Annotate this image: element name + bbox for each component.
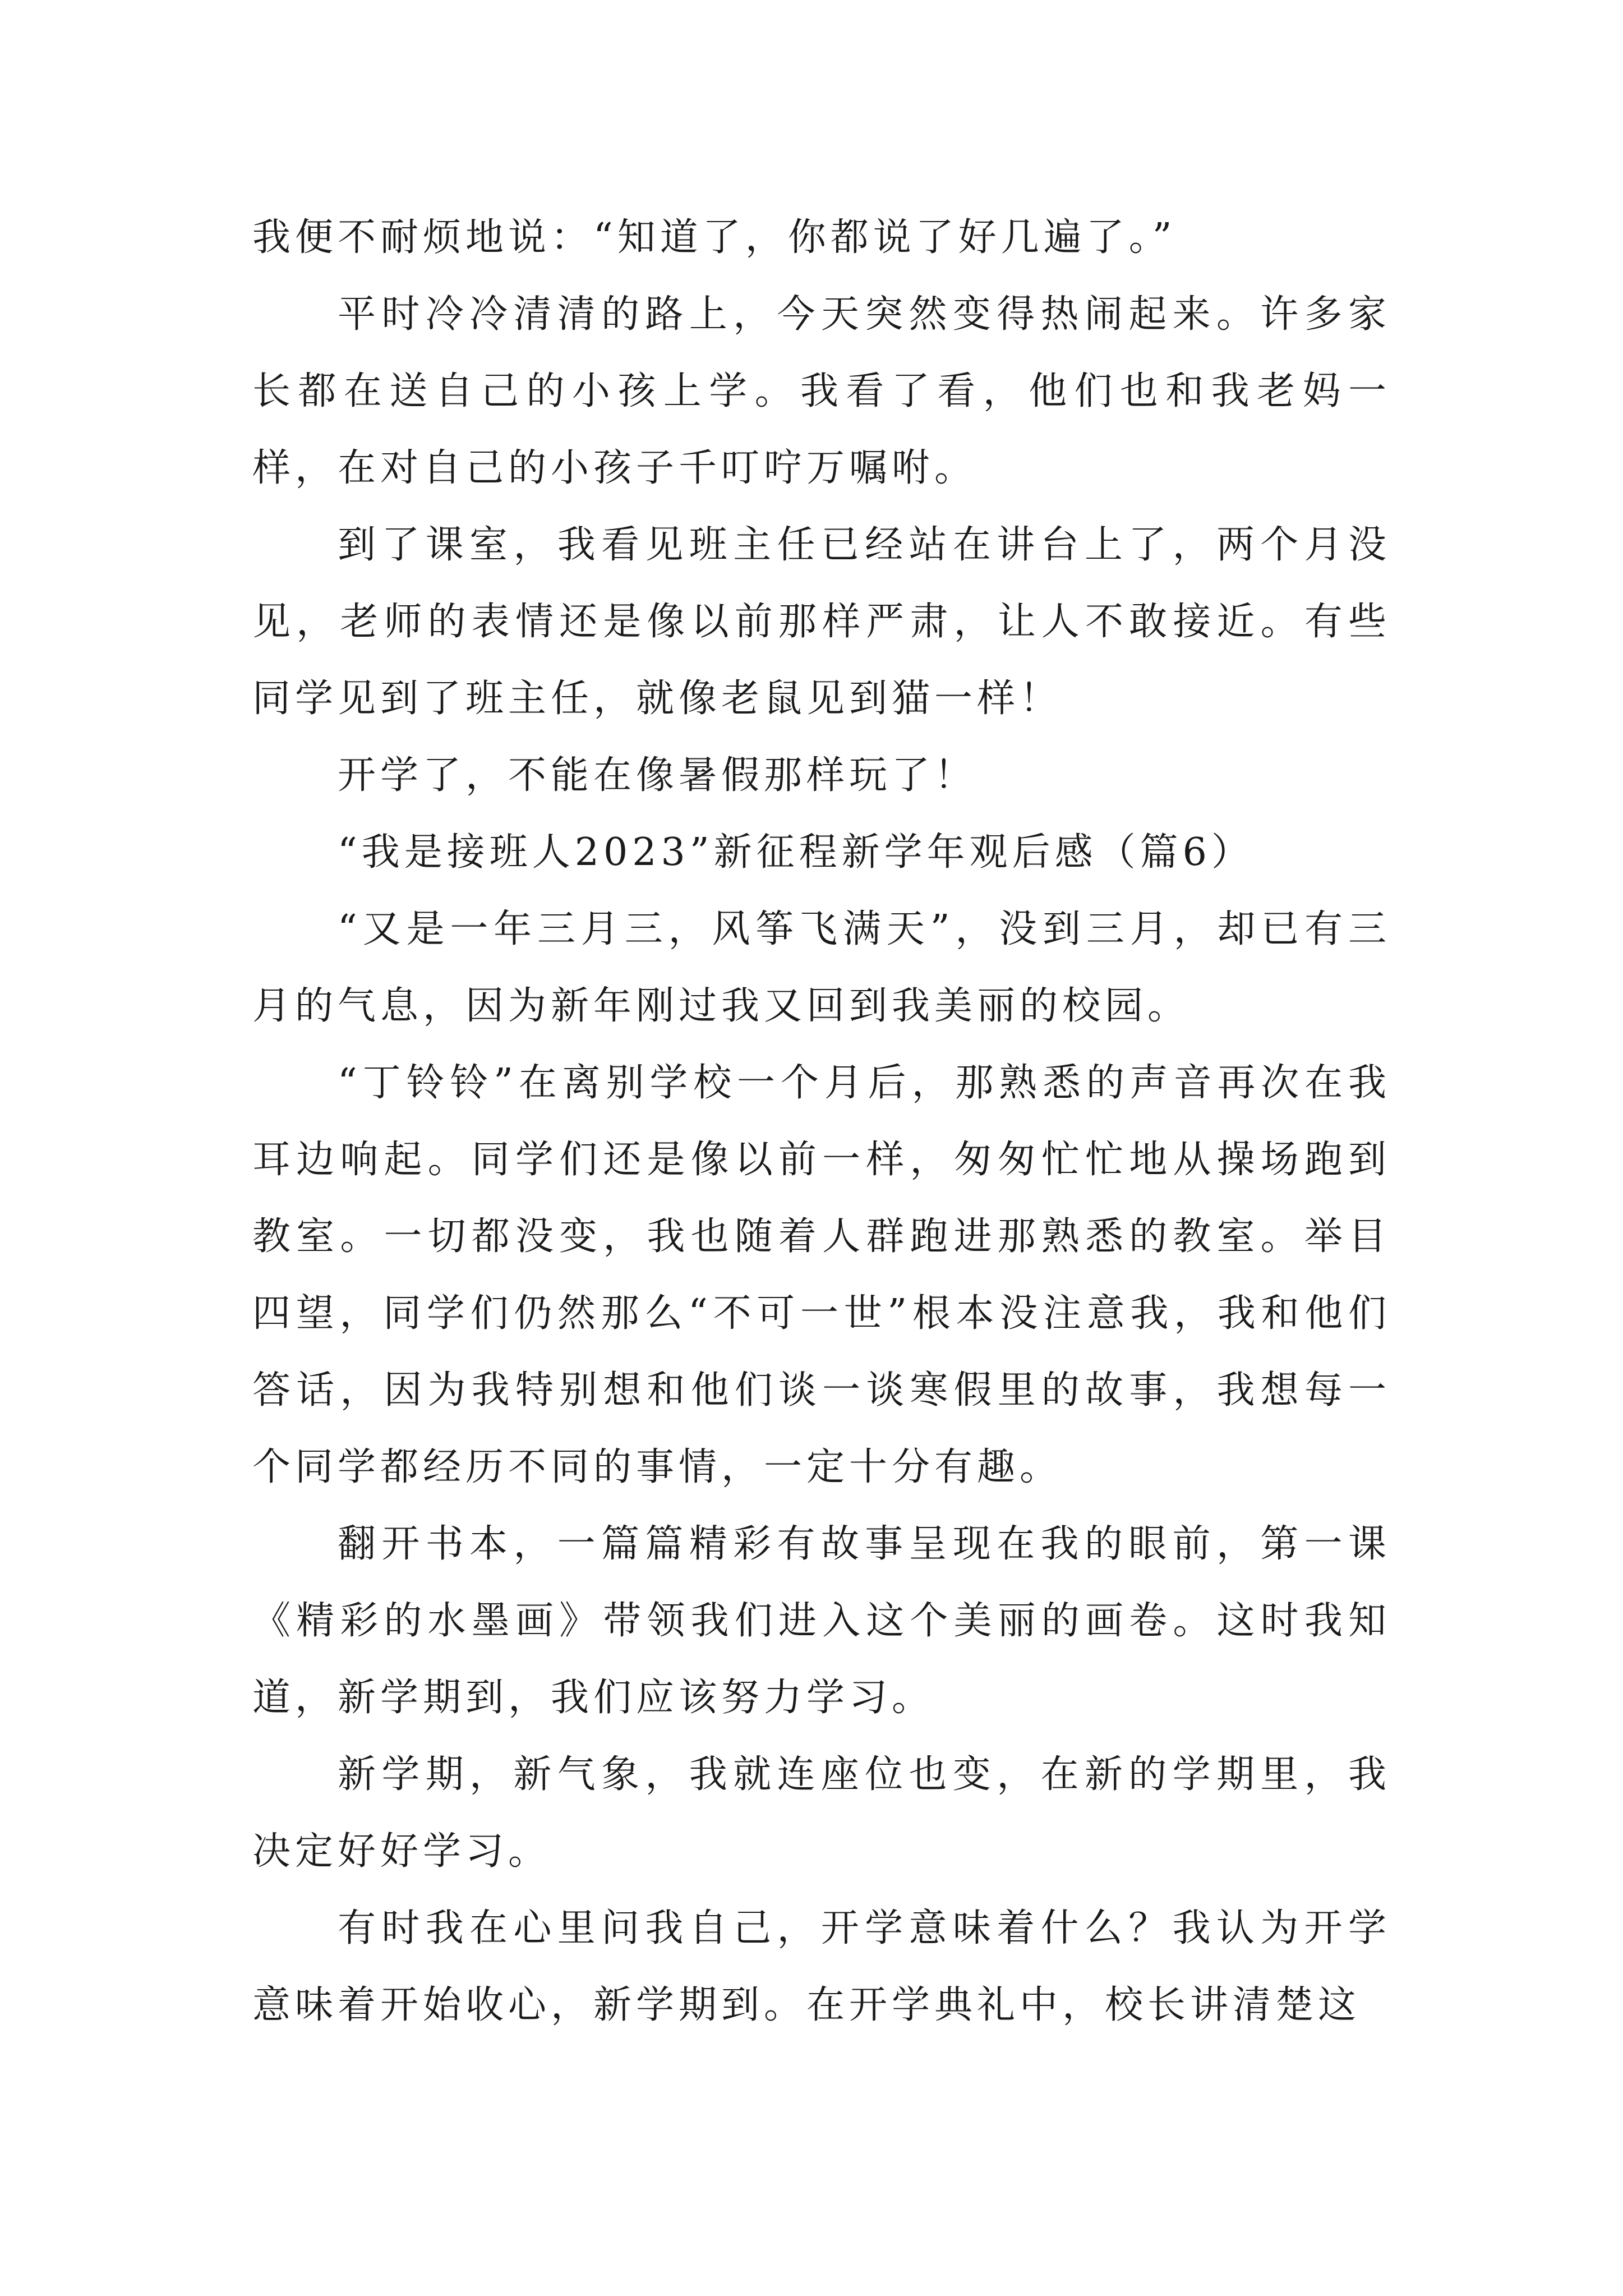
paragraph: “丁铃铃”在离别学校一个月后，那熟悉的声音再次在我耳边响起。同学们还是像以前一样，匆匆忙忙地从操场跑到教室。一切都没变，我也随着人群跑进那熟悉的教室。举目四望，同学们仍然那么“不可一世”根本没注意我，我和他们答话，因为我特别想和他们谈一谈寒假里的故事，我想每一个同学都经历不同的事情，一定十分有趣。 [252,1061,1391,1489]
paragraph-continuation: 我便不耐烦地说：“知道了，你都说了好几遍了。” [252,215,1177,260]
paragraph: 有时我在心里问我自己，开学意味着什么？我认为开学意味着开始收心，新学期到。在开学典礼中，校长讲清楚这 [252,1906,1391,2027]
paragraph: 到了课室，我看见班主任已经站在讲台上了，两个月没见，老师的表情还是像以前那样严肃，让人不敢接近。有些同学见到了班主任，就像老鼠见到猫一样！ [252,523,1391,721]
document-body [252,199,1391,2044]
section-title: “我是接班人2023”新征程新学年观后感（篇6） [338,830,1254,875]
paragraph: 翻开书本，一篇篇精彩有故事呈现在我的眼前，第一课《精彩的水墨画》带领我们进入这个美丽的画卷。这时我知道，新学期到，我们应该努力学习。 [252,1522,1391,1720]
paragraph: “又是一年三月三，风筝飞满天”，没到三月，却已有三月的气息，因为新年刚过我又回到我美丽的校园。 [252,907,1391,1028]
paragraph: 平时冷冷清清的路上，今天突然变得热闹起来。许多家长都在送自己的小孩上学。我看了看，他们也和我老妈一样，在对自己的小孩子千叮咛万嘱咐。 [252,292,1391,490]
paragraph: 新学期，新气象，我就连座位也变，在新的学期里，我决定好好学习。 [252,1752,1391,1874]
paragraph: 开学了，不能在像暑假那样玩了！ [338,753,978,798]
